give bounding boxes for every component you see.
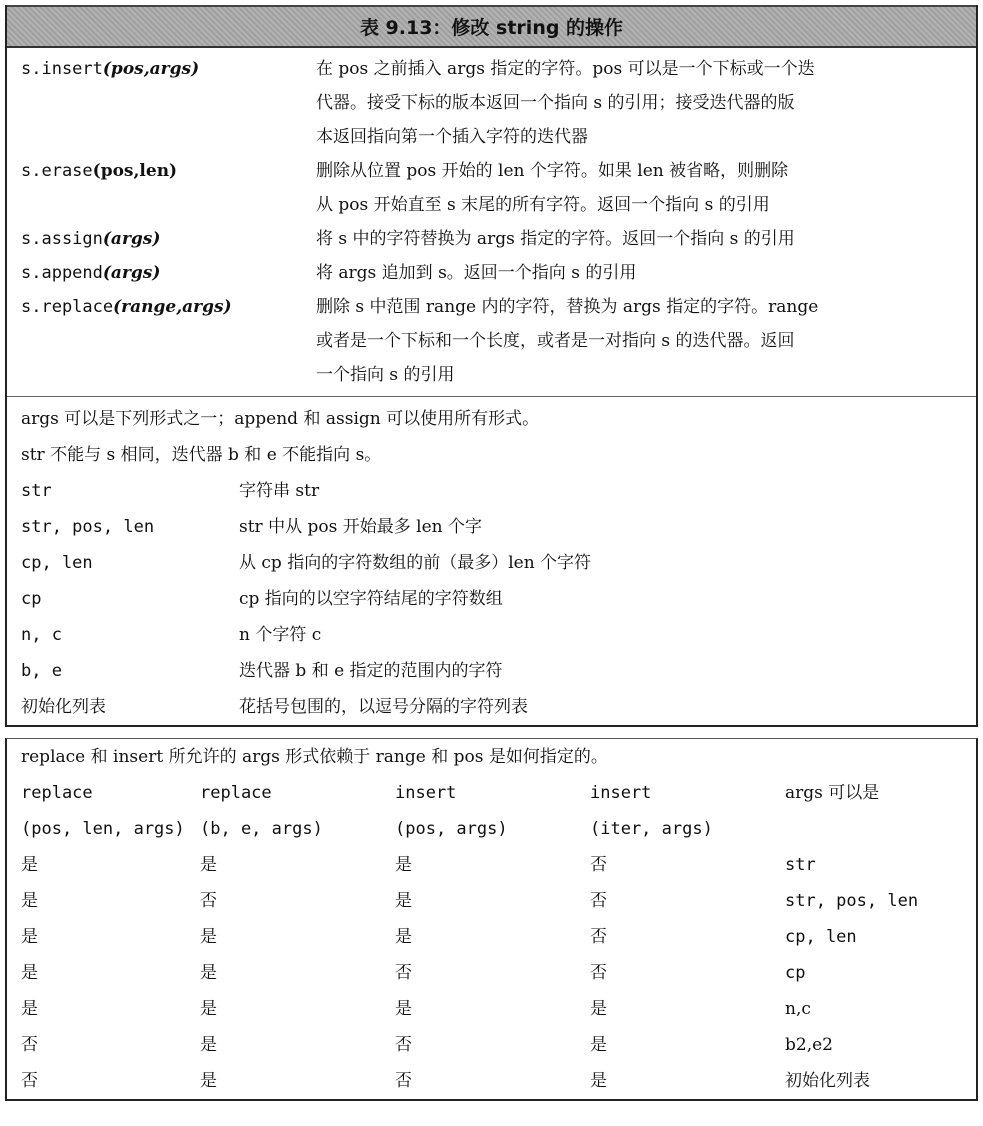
form-name: str, pos, len [21, 517, 155, 537]
compat-subheader: (pos, len, args) [21, 819, 185, 839]
table-row [7, 847, 976, 883]
form-desc: str 中从 pos 开始最多 len 个字 [239, 517, 482, 537]
form-desc: 从 cp 指向的字符数组的前（最多）len 个字符 [239, 553, 592, 573]
op-row-erase [7, 154, 976, 222]
compat-section [5, 738, 978, 1101]
table-cell: 是 [21, 999, 38, 1019]
table-title: 表 9.13：修改 string 的操作 [359, 17, 624, 39]
op-name: s.erase [21, 161, 93, 181]
args-notes [7, 397, 976, 473]
table-cell: 是 [200, 855, 217, 875]
op-desc-line: 删除从位置 pos 开始的 len 个字符。如果 len 被省略，则删除 [316, 161, 789, 181]
table-cell: str [785, 855, 816, 875]
table-cell: 是 [21, 963, 38, 983]
compat-rows [7, 847, 976, 1099]
table-cell: 是 [21, 891, 38, 911]
op-args: (args) [102, 263, 161, 283]
compat-header-row [7, 775, 976, 811]
table-cell: 否 [200, 891, 217, 911]
compat-subheader [785, 811, 976, 847]
op-desc-line: 从 pos 开始直至 s 末尾的所有字符。返回一个指向 s 的引用 [316, 195, 770, 215]
form-desc: 迭代器 b 和 e 指定的范围内的字符 [239, 661, 503, 681]
table-cell: 是 [200, 963, 217, 983]
form-name: n, c [21, 625, 62, 645]
form-name: cp, len [21, 553, 93, 573]
operations-list [7, 48, 976, 392]
table-cell: str, pos, len [785, 891, 919, 911]
form-row [7, 581, 976, 617]
table-cell: 是 [395, 891, 412, 911]
compat-header: replace [200, 783, 272, 803]
table-cell: 是 [590, 1071, 607, 1091]
table-row [7, 919, 976, 955]
table-cell: 否 [590, 963, 607, 983]
op-desc-line: 或者是一个下标和一个长度，或者是一对指向 s 的迭代器。返回 [316, 331, 795, 351]
args-note: str 不能与 s 相同，迭代器 b 和 e 不能指向 s。 [21, 445, 382, 465]
op-name: s.replace [21, 297, 114, 317]
table-cell: 是 [200, 1035, 217, 1055]
table-row [7, 991, 976, 1027]
op-desc-line: 将 s 中的字符替换为 args 指定的字符。返回一个指向 s 的引用 [316, 229, 795, 249]
table-cell: 否 [21, 1035, 38, 1055]
compat-header: insert [395, 783, 457, 803]
string-ops-table [5, 5, 978, 1101]
compat-header: args 可以是 [785, 783, 880, 803]
op-desc-line: 删除 s 中范围 range 内的字符，替换为 args 指定的字符。range [316, 297, 819, 317]
op-desc-line: 本返回指向第一个插入字符的迭代器 [316, 127, 588, 147]
compat-subheader: (pos, args) [395, 819, 508, 839]
table-row [7, 955, 976, 991]
table-title-bar [7, 5, 976, 48]
table-cell: 否 [590, 855, 607, 875]
form-name: cp [21, 589, 42, 609]
form-desc: n 个字符 c [239, 625, 322, 645]
op-args: (pos,len) [92, 161, 178, 181]
table-cell: 是 [21, 927, 38, 947]
table-row [7, 1027, 976, 1063]
table-cell: 是 [200, 927, 217, 947]
compat-subheader: (b, e, args) [200, 819, 323, 839]
op-desc-line: 在 pos 之前插入 args 指定的字符。pos 可以是一个下标或一个迭 [316, 59, 815, 79]
op-desc-line: 将 args 追加到 s。返回一个指向 s 的引用 [316, 263, 637, 283]
form-row [7, 509, 976, 545]
table-cell: 否 [395, 963, 412, 983]
op-desc-line: 一个指向 s 的引用 [316, 365, 455, 385]
op-row-append [7, 256, 976, 290]
op-row-insert [7, 52, 976, 154]
table-cell: 是 [21, 855, 38, 875]
form-row [7, 689, 976, 725]
op-args: (range,args) [113, 297, 232, 317]
form-row [7, 653, 976, 689]
op-desc-line: 代器。接受下标的版本返回一个指向 s 的引用；接受迭代器的版 [316, 93, 795, 113]
compat-subheader: (iter, args) [590, 819, 713, 839]
form-row [7, 617, 976, 653]
form-name: str [21, 481, 52, 501]
form-desc: 字符串 str [239, 481, 320, 501]
table-cell: b2,e2 [785, 1035, 833, 1055]
table-cell: 否 [590, 891, 607, 911]
form-row [7, 545, 976, 581]
table-cell: 否 [21, 1071, 38, 1091]
table-cell: 初始化列表 [785, 1071, 870, 1091]
table-cell: 是 [395, 855, 412, 875]
compat-subheader-row [7, 811, 976, 847]
form-row [7, 473, 976, 509]
compat-note: replace 和 insert 所允许的 args 形式依赖于 range 和 pos 是如何指定的。 [21, 747, 608, 767]
form-name: 初始化列表 [21, 697, 106, 717]
table-bottom-rule [5, 725, 978, 727]
compat-header: insert [590, 783, 652, 803]
args-note: args 可以是下列形式之一；append 和 assign 可以使用所有形式。 [21, 409, 540, 429]
table-cell: 是 [200, 1071, 217, 1091]
compat-header: replace [21, 783, 93, 803]
table-cell: n,c [785, 999, 811, 1019]
op-name: s.insert [21, 59, 103, 79]
table-row [7, 1063, 976, 1099]
table-cell: 是 [200, 999, 217, 1019]
form-desc: cp 指向的以空字符结尾的字符数组 [239, 589, 503, 609]
table-row [7, 883, 976, 919]
op-name: s.assign [21, 229, 103, 249]
table-cell: cp [785, 963, 806, 983]
table-cell: 是 [395, 999, 412, 1019]
op-args: (args) [102, 229, 161, 249]
table-cell: 否 [395, 1035, 412, 1055]
table-cell: 是 [590, 1035, 607, 1055]
op-args: (pos,args) [102, 59, 200, 79]
table-cell: cp, len [785, 927, 857, 947]
ops-section [5, 5, 978, 725]
op-row-assign [7, 222, 976, 256]
args-forms-list [7, 473, 976, 725]
form-name: b, e [21, 661, 62, 681]
table-cell: 是 [590, 999, 607, 1019]
form-desc: 花括号包围的，以逗号分隔的字符列表 [239, 697, 528, 717]
op-row-replace [7, 290, 976, 392]
table-cell: 否 [590, 927, 607, 947]
table-cell: 是 [395, 927, 412, 947]
table-cell: 否 [395, 1071, 412, 1091]
op-name: s.append [21, 263, 103, 283]
